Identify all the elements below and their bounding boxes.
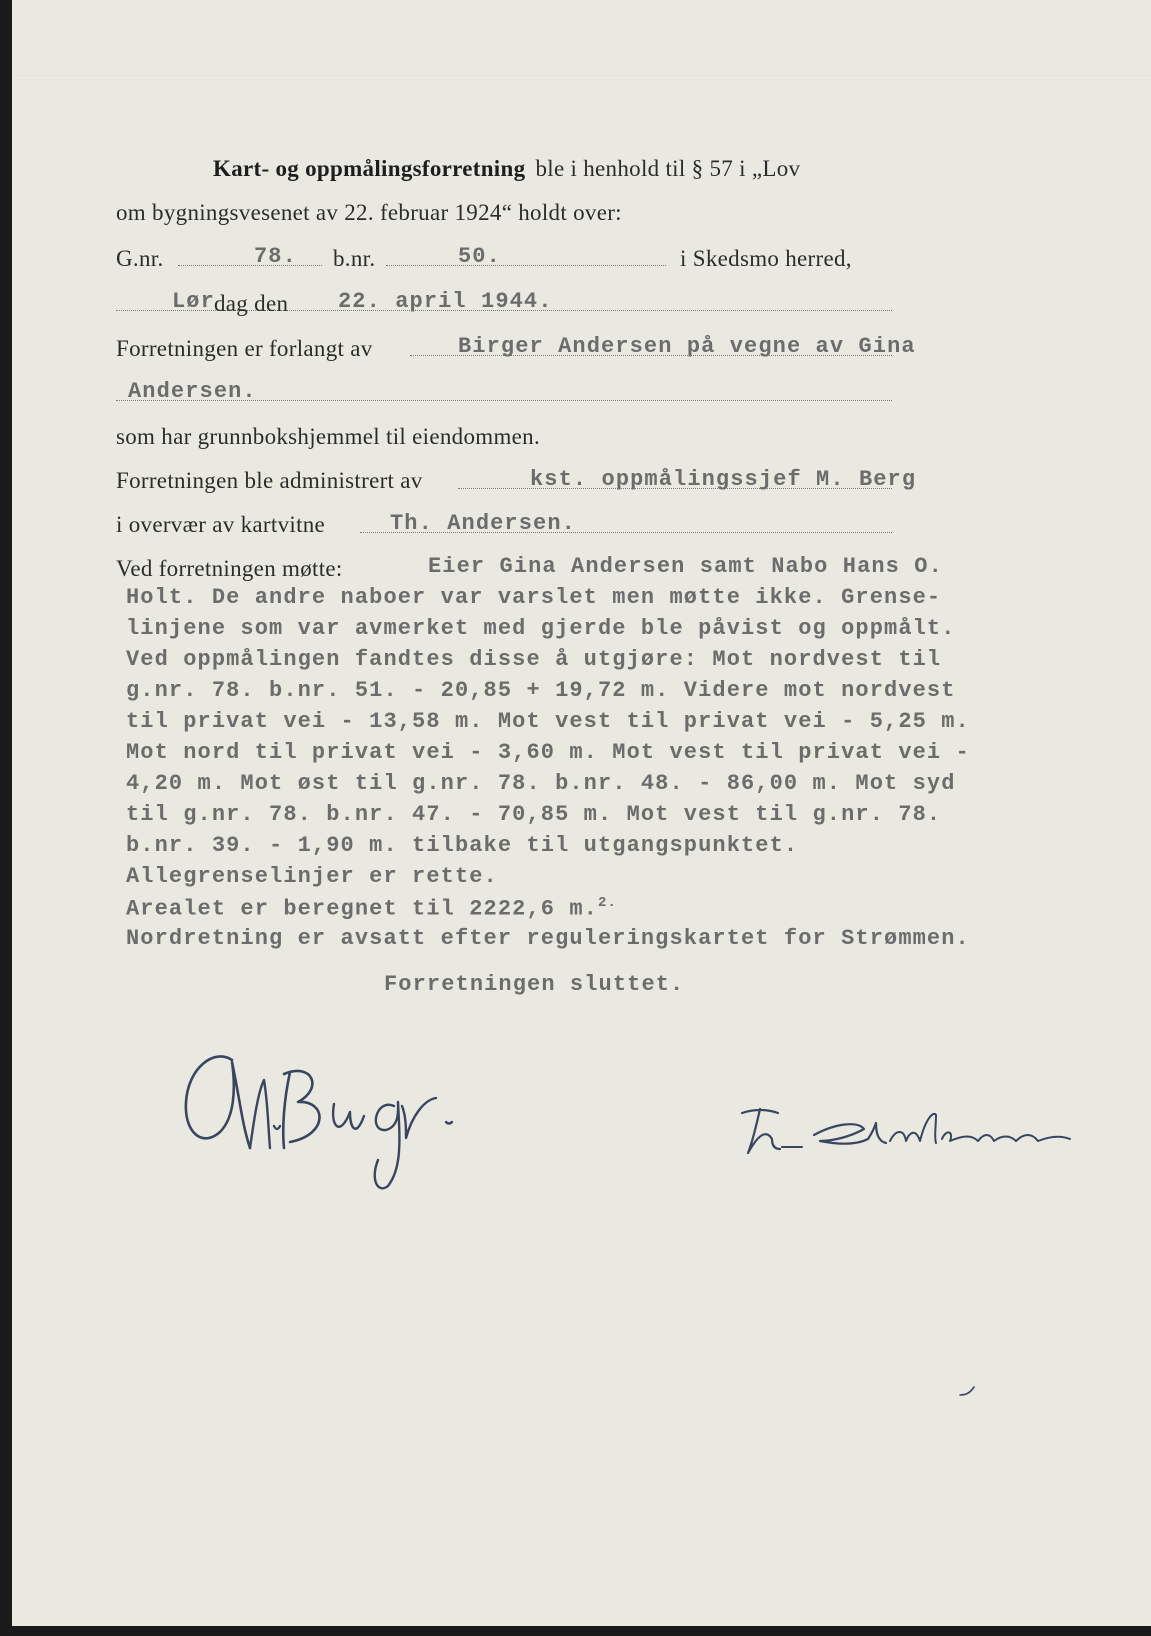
gnr-dotted-line [178,265,322,266]
body-line: 4,20 m. Mot øst til g.nr. 78. b.nr. 48. - 86,00 m. Mot syd [126,771,956,796]
bnr-label: b.nr. [333,246,376,271]
bnr-value: 50. [458,244,501,269]
pencil-tick-mark [958,1385,978,1401]
area-superscript: 2. [597,895,617,911]
body-line: g.nr. 78. b.nr. 51. - 20,85 + 19,72 m. Videre mot nordvest [126,678,956,703]
admin-label: Forretningen ble administrert av [116,468,423,493]
signature-m-berg [180,1040,480,1210]
form-title: Kart- og oppmålingsforretning [213,156,526,181]
gnr-value: 78. [254,244,297,269]
date-value: 22. april 1944. [338,289,553,314]
area-line [126,895,617,921]
grunnbok-line: som har grunnbokshjemmel til eiendommen. [116,424,541,449]
met-label: Ved forretningen møtte: [116,556,343,581]
herred-label: i Skedsmo herred, [680,246,852,271]
body-line: linjene som var avmerket med gjerde ble påvist og oppmålt. [126,616,956,641]
day-value: Lør [172,289,215,314]
admin-value: kst. oppmålingssjef M. Berg [530,467,917,492]
paper-fold [12,76,1151,78]
body-line: til g.nr. 78. b.nr. 47. - 70,85 m. Mot vest til g.nr. 78. [126,802,942,827]
area-text: Arealet er beregnet til 2222,6 m. [126,896,598,922]
body-line: Ved oppmålingen fandtes disse å utgjøre: Mot nordvest til [126,647,942,672]
day-suffix: dag den [214,291,289,316]
signature-th-andersen [740,1095,1110,1165]
form-law-reference: om bygningsvesenet av 22. februar 1924“ holdt over: [116,200,622,225]
witness-label: i overvær av kartvitne [116,512,326,537]
bnr-dotted-line [386,265,666,266]
body-line: b.nr. 39. - 1,90 m. tilbake til utgangspunktet. [126,833,799,858]
body-line: Mot nord til privat vei - 3,60 m. Mot vest til privat vei - [126,740,970,765]
body-line: Nordretning er avsatt efter reguleringskartet for Strømmen. [126,926,970,951]
witness-value: Th. Andersen. [390,511,576,536]
closing-line: Forretningen sluttet. [384,972,685,997]
requested-value-1: Birger Andersen på vegne av Gina [458,334,916,359]
form-heading-rest: ble i henhold til § 57 i „Lov [535,156,801,181]
gnr-label: G.nr. [116,246,164,271]
requested-value-2: Andersen. [128,379,257,404]
body-line: til privat vei - 13,58 m. Mot vest til privat vei - 5,25 m. [126,709,970,734]
body-line: Holt. De andre naboer var varslet men møtte ikke. Grense- [126,585,942,610]
body-line: Allegrenselinjer er rette. [126,864,498,889]
form-heading [213,156,800,182]
requested-label: Forretningen er forlangt av [116,336,373,361]
body-line: Eier Gina Andersen samt Nabo Hans O. [428,554,943,579]
